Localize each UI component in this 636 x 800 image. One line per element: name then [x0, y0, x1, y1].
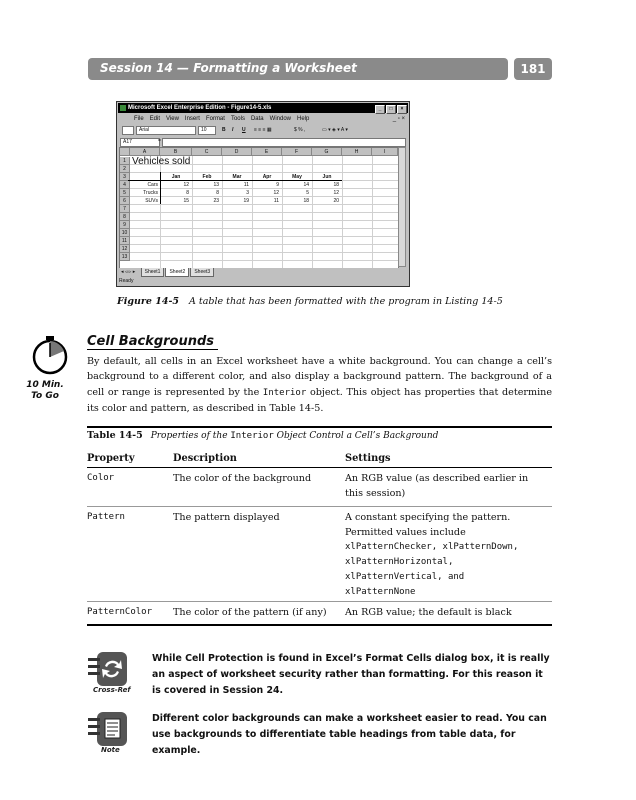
document-controls-icon[interactable]: _ ▫ × — [392, 116, 405, 122]
row-header: 2 — [120, 165, 130, 173]
excel-menu-item[interactable]: File — [134, 116, 144, 122]
settings-code-line: xlPatternVertical, and — [345, 572, 465, 582]
grid-line — [130, 252, 398, 253]
settings-line: An RGB value (as described earlier in — [345, 473, 529, 484]
window-controls — [374, 104, 407, 114]
bold-icon[interactable]: B — [222, 127, 226, 133]
figure-caption — [117, 296, 503, 307]
data-value: 23 — [213, 198, 219, 204]
formula-bar — [118, 137, 408, 146]
column-header: H — [342, 148, 372, 156]
sheet-tab[interactable]: Sheet3 — [190, 268, 214, 277]
select-all-corner — [120, 148, 130, 156]
data-value: 19 — [243, 198, 249, 204]
row-label: Cars — [147, 182, 158, 188]
table-cell-description: The pattern displayed — [173, 512, 280, 523]
status-bar: Ready — [119, 278, 134, 284]
settings-line: Permitted values include — [345, 527, 466, 538]
data-value: 12 — [333, 190, 339, 196]
table-cell-property: Color — [87, 473, 115, 483]
excel-menu-item[interactable]: Data — [250, 116, 264, 122]
time-line-1: 10 Min. — [26, 380, 64, 390]
excel-menu-item[interactable]: Window — [269, 116, 291, 122]
save-icon[interactable] — [122, 126, 134, 135]
row-header: 3 — [120, 173, 130, 181]
data-value: 11 — [243, 182, 249, 188]
column-header: B — [160, 148, 192, 156]
row-label: SUVs — [145, 198, 158, 204]
settings-code-line: xlPatternHorizontal, — [345, 557, 454, 567]
table-row-rule — [87, 506, 552, 507]
table-top-rule — [87, 426, 552, 428]
settings-code-line: xlPatternChecker, xlPatternDown, — [345, 542, 519, 552]
table-cell-settings — [345, 471, 550, 501]
table-caption — [87, 430, 438, 441]
row-header: 9 — [120, 221, 130, 229]
column-header: I — [372, 148, 398, 156]
data-value: 8 — [216, 190, 219, 196]
month-label: May — [292, 174, 302, 180]
table-cell-property: PatternColor — [87, 607, 153, 617]
table-cell-description: The color of the pattern (if any) — [173, 607, 327, 618]
table-header-rule — [87, 467, 552, 468]
cross-ref-icon — [85, 650, 133, 694]
data-value: 18 — [303, 198, 309, 204]
table-cell-settings: An RGB value; the default is black — [345, 607, 512, 618]
month-label: Mar — [232, 174, 242, 180]
grid-line — [130, 212, 398, 213]
excel-app-icon — [120, 105, 126, 111]
settings-code-line: xlPatternNone — [345, 587, 416, 597]
time-marker — [16, 380, 74, 402]
table-bottom-rule — [87, 624, 552, 626]
name-box[interactable]: A17 — [120, 138, 160, 147]
row-header: 12 — [120, 245, 130, 253]
paragraph-text-2: object. This object has properties that determine its color and pattern, as described in Table 14-5. — [87, 386, 552, 415]
svg-text:Note: Note — [101, 746, 120, 754]
grid-line — [130, 236, 398, 237]
grid-line — [130, 220, 398, 221]
worksheet-grid[interactable] — [119, 147, 399, 269]
grid-line — [130, 244, 398, 245]
sheet-tab[interactable]: Sheet2 — [165, 268, 189, 277]
table-header-property: Property — [87, 453, 135, 464]
month-label: Jan — [171, 174, 181, 180]
align-icons[interactable]: ≡ ≡ ≡ ▦ — [254, 127, 272, 133]
settings-line: this session) — [345, 488, 406, 499]
row-header: 10 — [120, 229, 130, 237]
sheet-title: Vehicles sold — [132, 156, 191, 167]
data-value: 5 — [306, 190, 309, 196]
close-icon[interactable]: × — [397, 105, 407, 114]
data-value: 11 — [273, 198, 279, 204]
data-value: 20 — [333, 198, 339, 204]
tab-scroll-icons[interactable]: ◂ ◃ ▹ ▸ — [121, 269, 136, 275]
sheet-tab[interactable]: Sheet1 — [141, 268, 165, 277]
data-value: 8 — [186, 190, 189, 196]
month-label: Feb — [202, 174, 212, 180]
excel-window-title: Microsoft Excel Enterprise Edition - Figure14-5.xls — [128, 105, 272, 111]
font-name-box[interactable]: Arial — [136, 126, 196, 135]
body-paragraph — [87, 354, 552, 417]
month-label: Apr — [262, 174, 272, 180]
data-value: 9 — [276, 182, 279, 188]
figure-text: A table that has been formatted with the program in Listing 14-5 — [189, 296, 503, 307]
paragraph-text-1: By default, all cells in an Excel worksheet have a white background. You can change a cell’s background to a different color, and also display a background pattern. The background of a cell or range is represented by the — [87, 356, 552, 398]
excel-menu-item[interactable]: Tools — [230, 116, 245, 122]
vertical-scrollbar[interactable] — [398, 147, 406, 267]
sheet-tabs — [119, 268, 407, 276]
table-caption-code: Interior — [230, 431, 274, 441]
session-title: Session 14 — Formatting a Worksheet — [100, 61, 357, 75]
row-header: 4 — [120, 181, 130, 189]
column-header: A — [130, 148, 160, 156]
excel-formatting-toolbar — [118, 125, 408, 136]
font-size-box[interactable]: 10 — [198, 126, 216, 135]
table-cell-settings — [345, 510, 550, 600]
note-icon — [85, 710, 133, 754]
italic-icon[interactable]: I — [232, 127, 234, 133]
formula-input[interactable] — [162, 138, 406, 147]
excel-menu-item[interactable]: Edit — [149, 116, 161, 122]
border-fill-font-icons[interactable]: ▭ ▾ ◈ ▾ A ▾ — [322, 127, 348, 133]
row-header: 6 — [120, 197, 130, 205]
fx-label: = — [158, 138, 161, 144]
table-header-settings: Settings — [345, 453, 391, 464]
table-label: Table 14-5 — [87, 430, 143, 441]
row-label: Trucks — [143, 190, 158, 196]
excel-menu-item[interactable]: View — [166, 116, 179, 122]
grid-line — [130, 228, 398, 229]
page-number: 181 — [514, 58, 552, 80]
data-value: 12 — [183, 182, 189, 188]
settings-line: A constant specifying the pattern. — [345, 512, 511, 523]
row-header: 11 — [120, 237, 130, 245]
table-row-rule — [87, 601, 552, 602]
data-value: 15 — [183, 198, 189, 204]
data-value: 14 — [303, 182, 309, 188]
row-header: 5 — [120, 189, 130, 197]
paragraph-code: Interior — [262, 387, 307, 398]
grid-line — [130, 260, 398, 261]
underline-icon[interactable]: U — [242, 127, 246, 133]
data-value: 13 — [213, 182, 219, 188]
minimize-icon[interactable]: _ — [375, 105, 385, 114]
grid-line — [342, 156, 343, 268]
time-line-2: To Go — [31, 391, 59, 401]
figure-label: Figure 14-5 — [117, 296, 180, 307]
maximize-icon[interactable]: □ — [386, 105, 396, 114]
excel-menu-bar — [118, 114, 408, 124]
row-header: 1 — [120, 157, 130, 165]
month-label: Jun — [322, 174, 332, 180]
column-header: D — [222, 148, 252, 156]
section-heading: Cell Backgrounds — [87, 334, 218, 350]
svg-text:Cross-Ref: Cross-Ref — [93, 686, 131, 694]
running-header — [88, 58, 508, 80]
row-header: 13 — [120, 253, 130, 261]
table-caption-text-1: Properties of the — [150, 431, 231, 441]
stopwatch-icon — [31, 334, 71, 376]
note-text: Different color backgrounds can make a worksheet easier to read. You can use backgrounds to differentiate table headings from table data, for example. — [152, 713, 547, 756]
table-cell-description: The color of the background — [173, 473, 312, 484]
column-header: C — [192, 148, 222, 156]
excel-screenshot — [116, 101, 410, 287]
column-header: G — [312, 148, 342, 156]
grid-line — [372, 156, 373, 268]
table-caption-text-2: Object Control a Cell’s Background — [273, 431, 439, 441]
table-cell-property: Pattern — [87, 512, 125, 522]
sheet-table-border — [160, 172, 161, 204]
currency-percent-icons[interactable]: $ % , — [294, 127, 306, 133]
data-value: 18 — [333, 182, 339, 188]
row-header: 8 — [120, 213, 130, 221]
excel-menu-item[interactable]: Insert — [184, 116, 200, 122]
row-header: 7 — [120, 205, 130, 213]
data-value: 3 — [246, 190, 249, 196]
data-value: 12 — [273, 190, 279, 196]
excel-menu-item[interactable]: Format — [205, 116, 225, 122]
excel-menu-item[interactable]: Help — [297, 116, 310, 122]
table-header-description: Description — [173, 453, 237, 464]
column-header: E — [252, 148, 282, 156]
cross-ref-note: While Cell Protection is found in Excel’s Format Cells dialog box, it is really an aspect of worksheet security rather than formatting. For this reason it is covered in Session 24. — [152, 653, 550, 696]
column-header: F — [282, 148, 312, 156]
excel-title-bar — [118, 103, 408, 113]
